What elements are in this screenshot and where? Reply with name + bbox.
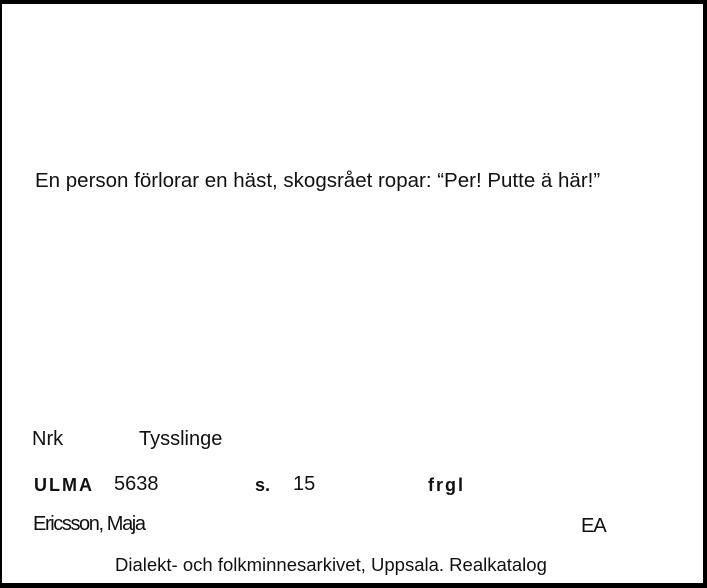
informant-name: Ericsson, Maja — [33, 513, 145, 535]
archive-number: 5638 — [114, 473, 159, 495]
parish-name: Tysslinge — [139, 428, 223, 450]
archive-code: ULMA — [34, 475, 94, 495]
page-number: 15 — [293, 473, 316, 495]
type-code: frgl — [428, 475, 465, 495]
parish-label: Nrk — [32, 428, 64, 450]
page-label: s. — [255, 475, 271, 495]
card-summary: En person förlorar en häst, skogsrået ropar: “Per! Putte ä här!” — [35, 169, 601, 192]
collector-code: EA — [581, 515, 606, 537]
archive-footer: Dialekt- och folkminnesarkivet, Uppsala. Realkatalog — [115, 554, 547, 575]
